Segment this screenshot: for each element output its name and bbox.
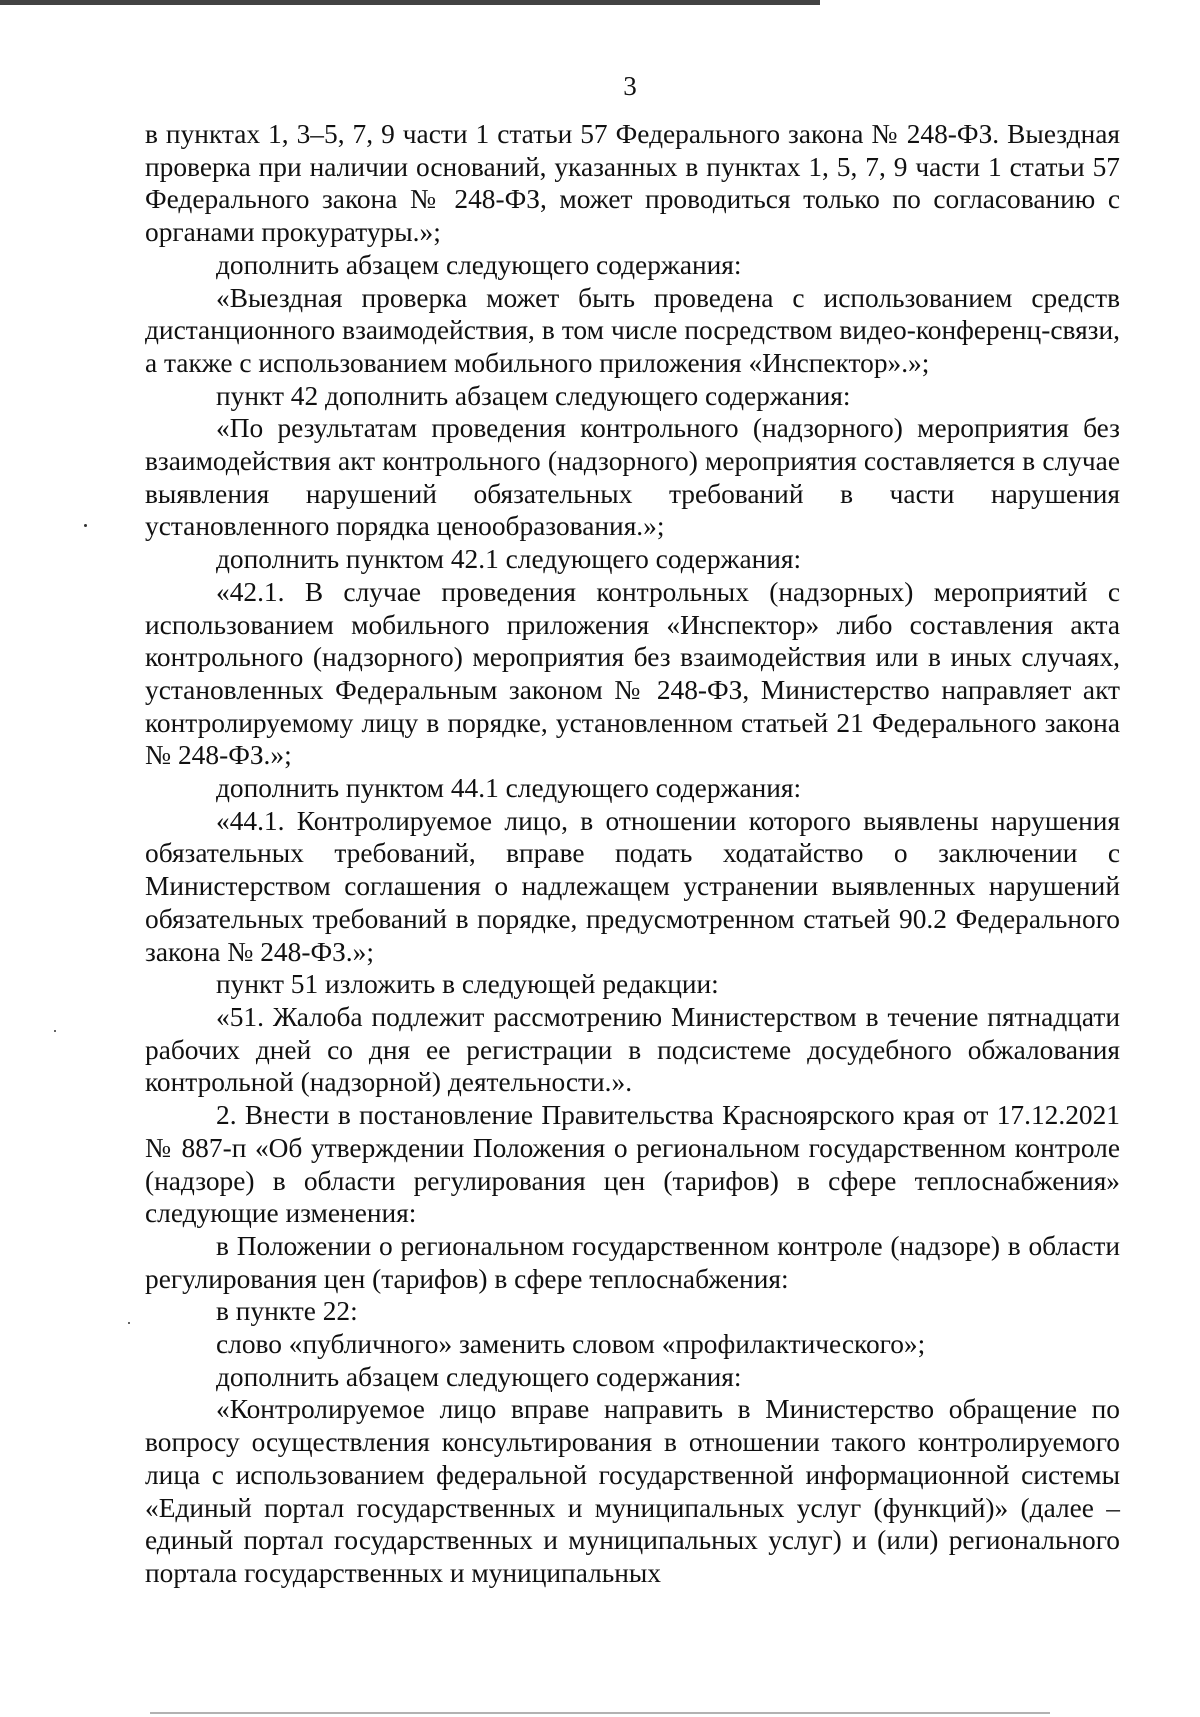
document-body bbox=[145, 118, 1120, 1590]
scan-top-edge bbox=[0, 0, 820, 5]
paragraph-7: «42.1. В случае проведения контрольных (надзорных) мероприятий с использованием мобильного приложения «Инспектор» либо составления акта контрольного (надзорного) мероприятия без взаимодействия или в иных случаях, установленных Федеральным законом № 248-ФЗ, Министерство направляет акт контролируемому лицу в порядке, установленном статьей 21 Федерального закона № 248-ФЗ.»; bbox=[145, 576, 1120, 771]
paragraph-15: слово «публичного» заменить словом «профилактического»; bbox=[216, 1329, 926, 1360]
paragraph-9: «44.1. Контролируемое лицо, в отношении которого выявлены нарушения обязательных требований, вправе подать ходатайство о заключении с Министерством соглашения о надлежащем устранении выявленных нарушений обязательных требований в порядке, предусмотренном статьей 90.2 Федерального закона № 248-ФЗ.»; bbox=[145, 805, 1120, 967]
paragraph-6: дополнить пунктом 42.1 следующего содержания: bbox=[216, 544, 802, 575]
scan-speck bbox=[128, 1322, 130, 1324]
scan-bottom-edge bbox=[150, 1712, 1050, 1714]
paragraph-4: пункт 42 дополнить абзацем следующего содержания: bbox=[216, 380, 851, 411]
paragraph-5: «По результатам проведения контрольного (надзорного) мероприятия без взаимодействия акт контрольного (надзорного) мероприятия составляется в случае выявления нарушений обязательных требований в части нарушения установленного порядка ценообразования.»; bbox=[145, 413, 1120, 542]
paragraph-10: пункт 51 изложить в следующей редакции: bbox=[216, 969, 719, 1000]
paragraph-17: «Контролируемое лицо вправе направить в Министерство обращение по вопросу осуществления консультирования в отношении такого контролируемого лица с использованием федеральной государственной информационной системы «Единый портал государственных и муниципальных услуг (функций)» (далее – единый портал государственных и муниципальных услуг) и (или) регионального портала государственных и муниципальных bbox=[145, 1394, 1120, 1588]
paragraph-11: «51. Жалоба подлежит рассмотрению Министерством в течение пятнадцати рабочих дней со дня ее регистрации в подсистеме досудебного обжалования контрольной (надзорной) деятельности.». bbox=[145, 1001, 1120, 1098]
paragraph-12: 2. Внести в постановление Правительства Красноярского края от 17.12.2021 № 887-п «Об утверждении Положения о региональном государственном контроле (надзоре) в области регулирования цен (тарифов) в сфере теплоснабжения» следующие изменения: bbox=[145, 1100, 1120, 1229]
paragraph-2: дополнить абзацем следующего содержания: bbox=[216, 249, 742, 280]
scan-speck bbox=[84, 524, 87, 527]
paragraph-1: в пунктах 1, 3–5, 7, 9 части 1 статьи 57 Федерального закона № 248-ФЗ. Выездная проверка при наличии оснований, указанных в пунктах 1, 5, 7, 9 части 1 статьи 57 Федерального закона № 248-ФЗ, может проводиться только по согласованию с органами прокуратуры.»; bbox=[145, 119, 1120, 248]
paragraph-14: в пункте 22: bbox=[216, 1296, 358, 1327]
paragraph-13: в Положении о региональном государственном контроле (надзоре) в области регулирования цен (тарифов) в сфере теплоснабжения: bbox=[145, 1230, 1120, 1294]
paragraph-8: дополнить пунктом 44.1 следующего содержания: bbox=[216, 773, 802, 804]
page-number: 3 bbox=[623, 71, 637, 101]
paragraph-16: дополнить абзацем следующего содержания: bbox=[216, 1361, 742, 1392]
paragraph-3: «Выездная проверка может быть проведена с использованием средств дистанционного взаимодействия, в том числе посредством видео-конференц-связи, а также с использованием мобильного приложения «Инспектор».»; bbox=[145, 282, 1120, 378]
scan-speck bbox=[54, 1030, 56, 1032]
